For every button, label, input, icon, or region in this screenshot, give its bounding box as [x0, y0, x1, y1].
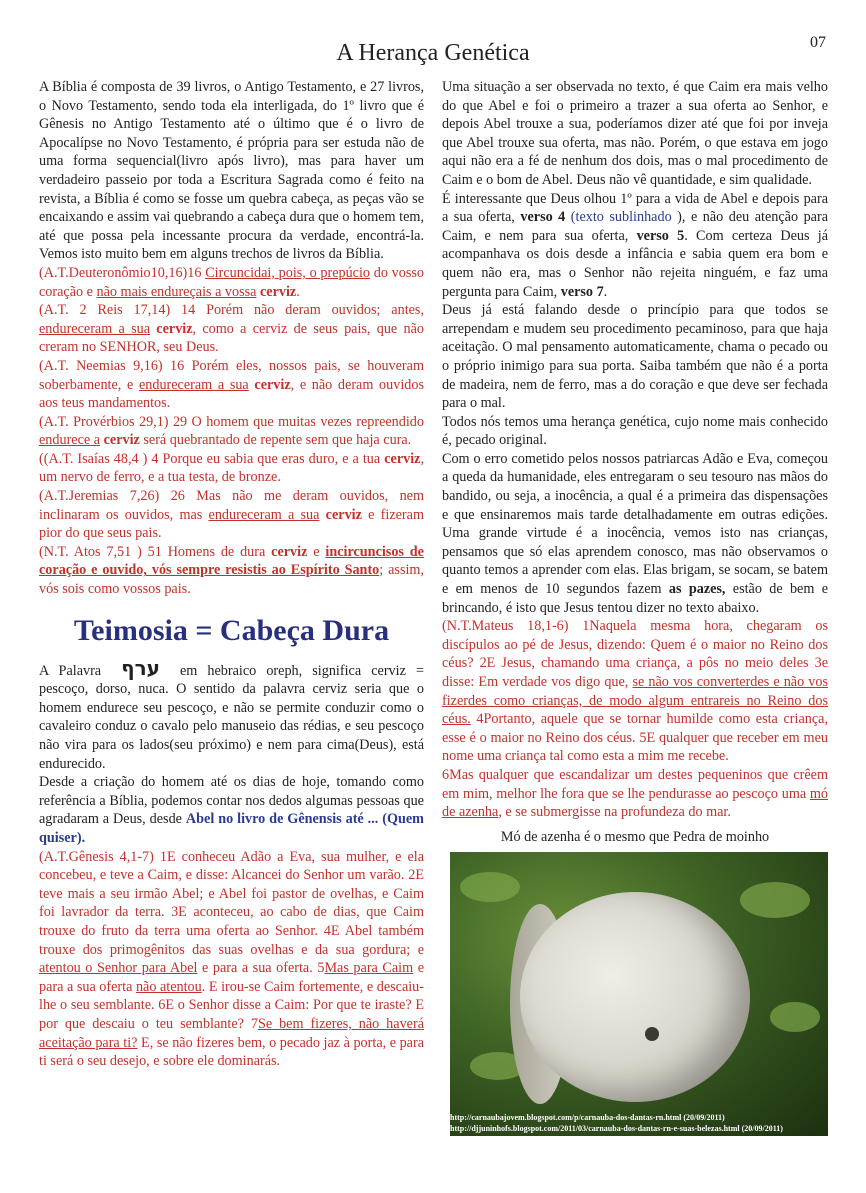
left-column — [39, 78, 424, 1071]
verse-isaias: ((A.T. Isaías 48,4 ) 4 Porque eu sabia que eras duro, e a tua cerviz, um nervo de ferro, e a tua testa, de bronze. — [39, 450, 424, 486]
verse-deuteronomy: (A.T.Deuteronômio10,16)16 Circuncidai, pois, o prepúcio do vosso coração e não mais endureçais a vossa cerviz. — [39, 264, 424, 300]
innocence-paragraph: Com o erro cometido pelos nossos patriarcas Adão e Eva, começou a queda da humanidade, eles entregaram o seu tesouro nas mãos do bandido, ou seja, a inocência, a qual é a primeira das dispensações e que ensinaremos mais tarde detalhadamente em outras edições. Uma grande virtude é a inocência, vemos isto nas crianças, pensamos que só elas aprendem conosco, mas não observamos o quanto temos a aprender com elas. Elas brigam, se socam, se batem e em menos de 10 segundos fazem as pazes, estão de bem e brincando, é isto que Jesus tentou dizer no texto abaixo. — [442, 450, 828, 616]
page-number: 07 — [810, 34, 826, 51]
photo-caption: Mó de azenha é o mesmo que Pedra de moinho — [500, 828, 770, 845]
millstone — [520, 892, 750, 1102]
millstone-photo — [450, 852, 828, 1136]
right-column — [442, 78, 828, 1136]
observation-paragraph: Uma situação a ser observada no texto, é que Caim era mais velho do que Abel e foi o primeiro a trazer a sua oferta ao Senhor, e depois Abel trouxe a sua, poderíamos dizer até que foi por inveja que Abel trouxe sua oferta, mas não. Porém, o que estava em jogo aqui não era a fé de nenhum dos dois, mas o mal procedimento de Caim e o bom de Abel. Deus não vê quantidade, e sim qualidade. — [442, 79, 828, 188]
verse-neemias: (A.T. Neemias 9,16) 16 Porém eles, nossos pais, se houveram soberbamente, e endureceram a sua cerviz, e não deram ouvidos aos teus mandamentos. — [39, 357, 424, 412]
verse-proverbios: (A.T. Provérbios 29,1) 29 O homem que muitas vezes repreendido endurece a cerviz será quebrantado de repente sem que haja cura. — [39, 413, 424, 449]
verse-atos: (N.T. Atos 7,51 ) 51 Homens de dura cerviz e incircuncisos de coração e ouvido, vós sempre resistis ao Espírito Santo; assim, vós sois como vossos pais. — [39, 543, 425, 598]
verse-mateus-6: 6Mas qualquer que escandalizar um destes pequeninos que crêem em mim, melhor lhe fora que se lhe pendurasse ao pescoço uma mó de azenha, e se submergisse na profundeza do mar. — [442, 766, 828, 821]
verse-genesis: (A.T.Gênesis 4,1-7) 1E conheceu Adão a Eva, sua mulher, e ela concebeu, e teve a Caim, e disse: Alcancei do Senhor um varão. 2E teve mais a seu irmão Abel; e Abel foi pastor de ovelhas, e Caim foi lavrador da terra. 3E aconteceu, ao cabo de dias, que Caim trouxe do fruto da terra uma oferta ao Senhor. 4E Abel também trouxe dos primogênitos das suas ovelhas e da sua gordura; e atentou o Senhor para Abel e para a sua oferta. 5Mas para Caim e para a sua oferta não atentou. E irou-se Caim fortemente, e descaiu-lhe o seu semblante. 6E o Senhor disse a Caim: Por que te iraste? E por que descaiu o teu semblante? 7Se bem fizeres, não haverá aceitação para ti? E, se não fizeres bem, o pecado jaz à porta, e para ti será o seu desejo, e sobre ele dominarás. — [39, 848, 425, 1070]
section-heading: Teimosia = Cabeça Dura — [73, 613, 390, 647]
page-title: A Herança Genética — [336, 40, 530, 66]
intro-paragraph: A Bíblia é composta de 39 livros, o Antigo Testamento, e 27 livros, o Novo Testamento, sendo toda ela interligada, do 1º livro que é Gênesis no Antigo Testamento até o último que é o livro de Apocalípse no Novo Testamento, é própria para ser estuda não de uma forma sequencial(livro após livro), mas para haver um verdadeiro passeio por toda a Escritura Sagrada como é feito na revista, a Bíblia é como se fosse um quebra cabeça, as peças vão se encaixando e assim vai quebrando a cabeça dura que o homem tem, até que possa pela incessante procura da verdade, encontrá-la. Vemos isto muito bem em alguns trechos de livros da Bíblia. — [39, 79, 424, 263]
verse-mateus: (N.T.Mateus 18,1-6) 1Naquela mesma hora, chegaram os discípulos ao pé de Jesus, dizendo: Quem é o maior no Reino dos céus? 2E Jesus, chamando uma criança, a pôs no meio deles 3e disse: Em verdade vos digo que, se não vos converterdes e não vos fizerdes como crianças, de modo algum entrareis no Reino dos céus. 4Portanto, aquele que se tornar humilde como esta criança, esse é o maior no Reino dos céus. 5E qualquer que receber em meu nome uma criança tal como esta a mim me recebe. — [442, 618, 828, 765]
credit-url-1: http://carnaubajovem.blogspot.com/p/carnauba-dos-dantas-rn.html (20/09/2011) — [450, 1113, 725, 1123]
oreph-paragraph: A Palavra ערף em hebraico oreph, significa cerviz = pescoço, dorso, nuca. O sentido da palavra cerviz seria que o homem endurece seu pescoço, e não se permite conduzir como o cavaleiro conduz o cavalo pelo manuseio das rédias, e seu pescoço não vira para os lados(seu próximo) e nem para cima(Deus), está endurecido. — [39, 655, 424, 772]
abel-paragraph: É interessante que Deus olhou 1º para a vida de Abel e depois para a sua oferta, verso 4 (texto sublinhado ), e não deu atenção para Caim, e nem para sua oferta, verso 5. Com certeza Deus já acompanhava os dois desde a infância e sabia quem era bom e quem não era, mas o Senhor não rejeita ninguém, e faz uma pergunta para Caim, verso 7. — [442, 190, 828, 300]
verse-jeremias: (A.T.Jeremias 7,26) 26 Mas não me deram ouvidos, nem inclinaram os ouvidos, mas endureceram a sua cerviz e fizeram pior do que seus pais. — [39, 488, 424, 542]
photo-credits — [450, 1112, 828, 1134]
creation-paragraph: Desde a criação do homem até os dias de hoje, tomando como referência a Bíblia, podemos contar nos dedos algumas pessoas que agradaram a Deus, desde Abel no livro de Gênensis até ... (Quem quiser). — [39, 774, 425, 846]
hebrew-word: ערף — [121, 655, 160, 680]
repentance-paragraph: Deus já está falando desde o princípio para que todos se arrependam e mudem seu procedimento pecaminoso, para que haja aceitação. O mal pensamento automaticamente, chama o pecado ou o próprio inimigo para sua porta. Saiba também que não é a porta de madeira, nem de ferro, mas a do coração e que deve ser fechada para o mal. — [442, 302, 828, 412]
credit-url-2: http://djjuninhofs.blogspot.com/2011/03/carnauba-dos-dantas-rn-e-suas-belezas.html (20/09/2011) — [450, 1124, 783, 1134]
verse-2-reis: (A.T. 2 Reis 17,14) 14 Porém não deram ouvidos; antes, endureceram a sua cerviz, como a cerviz de seus pais, que não creram no SENHOR, seu Deus. — [39, 302, 424, 356]
heritage-paragraph: Todos nós temos uma herança genética, cujo nome mais conhecido é, pecado original. — [442, 413, 828, 449]
